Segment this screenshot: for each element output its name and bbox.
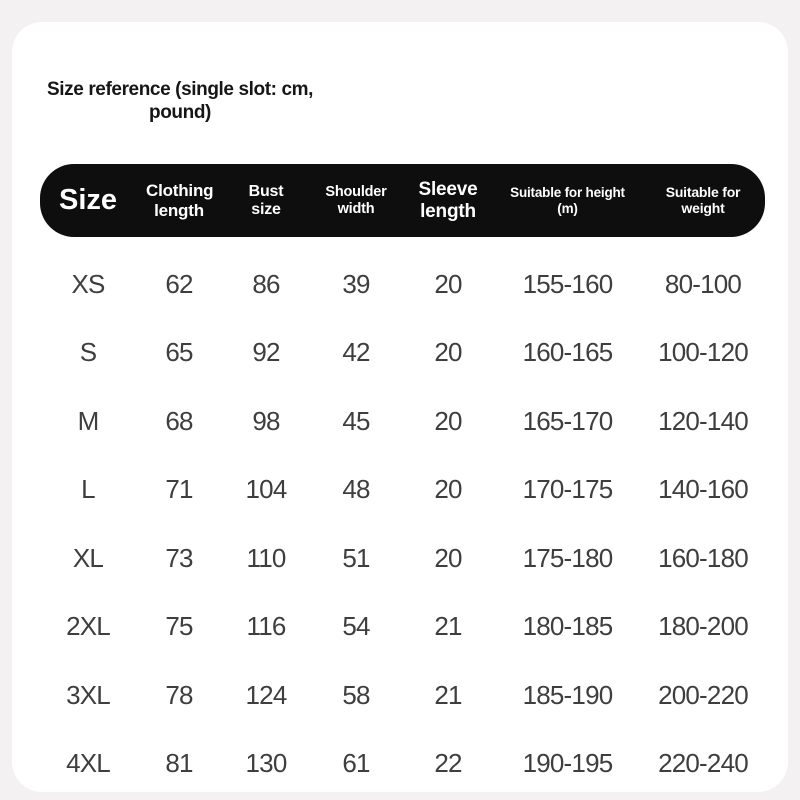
cell-bust-size: 104 (245, 474, 287, 505)
cell-suitable-weight: 80-100 (664, 268, 742, 299)
cell-shoulder-width: 48 (342, 474, 370, 505)
cell-sleeve-length: 20 (434, 542, 462, 573)
cell-bust-size: 98 (252, 405, 280, 436)
cell-suitable-weight: 120-140 (658, 405, 748, 436)
cell-bust-size: 86 (252, 268, 280, 299)
size-table (40, 164, 765, 798)
cell-clothing-length: 68 (165, 405, 193, 436)
cell-sleeve-length: 21 (434, 679, 462, 710)
cell-suitable-height: 155-160 (522, 268, 613, 299)
cell-shoulder-width: 61 (342, 748, 370, 779)
cell-shoulder-width: 58 (342, 679, 370, 710)
cell-shoulder-width: 39 (342, 268, 370, 299)
cell-shoulder-width: 54 (342, 611, 370, 642)
cell-shoulder-width: 51 (342, 542, 370, 573)
cell-suitable-height: 190-195 (522, 748, 613, 779)
cell-bust-size: 110 (246, 542, 286, 573)
table-row-4xl (40, 730, 765, 799)
cell-clothing-length: 78 (165, 679, 193, 710)
column-header-clothing-length: Clothing length (146, 181, 214, 220)
cell-size: L (81, 474, 95, 505)
column-header-suitable-weight: Suitable for weight (665, 183, 741, 216)
table-row-xs (40, 250, 765, 319)
cell-clothing-length: 81 (165, 748, 193, 779)
table-header (40, 164, 765, 237)
table-body (40, 250, 765, 798)
column-header-suitable-height: Suitable for height (m) (510, 185, 625, 216)
chart-title (40, 78, 320, 124)
cell-suitable-weight: 180-200 (658, 611, 748, 642)
table-row-s (40, 319, 765, 388)
cell-suitable-height: 180-185 (522, 611, 613, 642)
cell-bust-size: 124 (245, 679, 287, 710)
size-chart-card (12, 22, 788, 792)
cell-suitable-height: 165-170 (522, 405, 613, 436)
cell-sleeve-length: 22 (434, 748, 462, 779)
cell-suitable-height: 170-175 (522, 474, 613, 505)
cell-bust-size: 130 (245, 748, 287, 779)
cell-suitable-height: 175-180 (522, 542, 613, 573)
cell-suitable-weight: 100-120 (658, 337, 748, 368)
cell-suitable-height: 185-190 (522, 679, 613, 710)
table-row-xl (40, 524, 765, 593)
cell-clothing-length: 62 (165, 268, 193, 299)
cell-size: 4XL (66, 748, 110, 779)
cell-size: 3XL (66, 679, 110, 710)
cell-clothing-length: 73 (165, 542, 193, 573)
cell-size: M (77, 405, 99, 436)
cell-shoulder-width: 45 (342, 405, 370, 436)
cell-suitable-weight: 220-240 (658, 748, 748, 779)
cell-suitable-weight: 200-220 (658, 679, 748, 710)
column-header-size: Size (58, 184, 118, 217)
table-row-l (40, 456, 765, 525)
cell-suitable-weight: 160-180 (658, 542, 748, 573)
cell-clothing-length: 75 (165, 611, 193, 642)
cell-size: S (79, 337, 97, 368)
cell-bust-size: 92 (252, 337, 280, 368)
cell-size: XL (72, 542, 104, 573)
cell-sleeve-length: 21 (434, 611, 462, 642)
cell-clothing-length: 71 (165, 474, 193, 505)
cell-sleeve-length: 20 (434, 405, 462, 436)
cell-sleeve-length: 20 (434, 474, 462, 505)
cell-size: 2XL (66, 611, 110, 642)
cell-sleeve-length: 20 (434, 337, 462, 368)
chart-title-line2: pound) (149, 102, 211, 123)
column-header-bust-size: Bust size (248, 182, 284, 218)
cell-clothing-length: 65 (165, 337, 193, 368)
column-header-shoulder-width: Shoulder width (325, 184, 387, 217)
table-row-3xl (40, 661, 765, 730)
table-row-m (40, 387, 765, 456)
cell-suitable-weight: 140-160 (658, 474, 748, 505)
table-row-2xl (40, 593, 765, 662)
cell-shoulder-width: 42 (342, 337, 370, 368)
chart-title-line1: Size reference (single slot: cm, (47, 79, 313, 100)
cell-sleeve-length: 20 (434, 268, 462, 299)
cell-suitable-height: 160-165 (522, 337, 613, 368)
column-header-sleeve-length: Sleeve length (418, 179, 478, 222)
cell-size: XS (71, 268, 105, 299)
cell-bust-size: 116 (246, 611, 286, 642)
